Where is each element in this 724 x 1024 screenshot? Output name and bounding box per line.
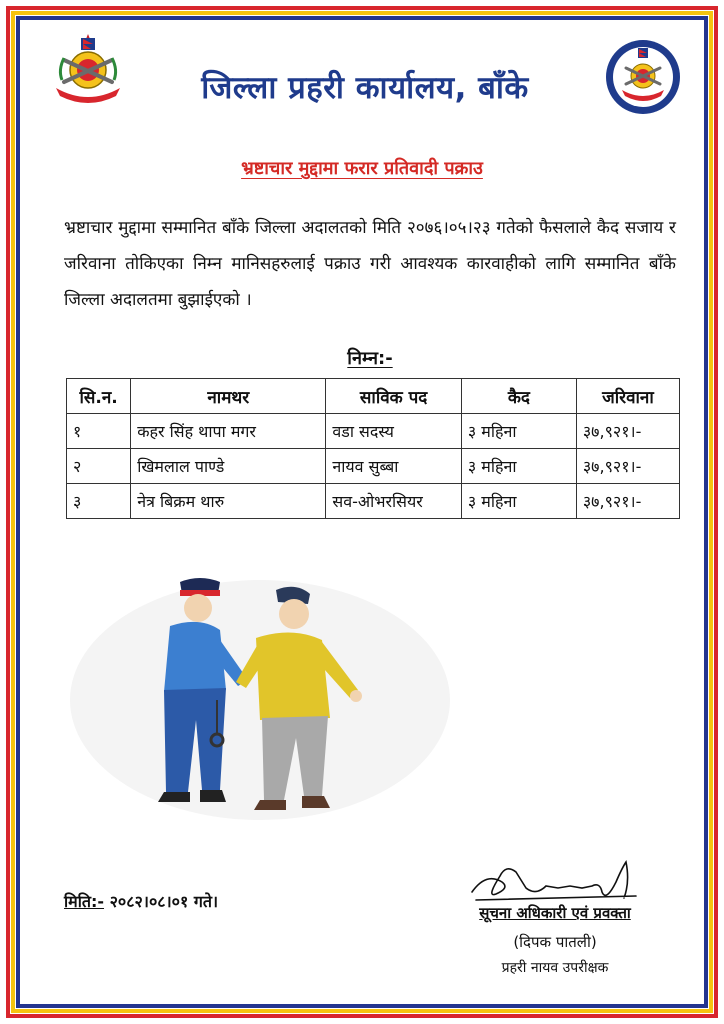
- notice-subject: भ्रष्टाचार मुद्दामा फरार प्रतिवादी पक्राउ: [241, 158, 483, 179]
- table-row: [67, 484, 680, 519]
- cell-former-post: वडा सदस्य: [326, 414, 462, 449]
- table-header-row: [67, 379, 680, 414]
- cell-serial: ३: [67, 484, 131, 519]
- cell-fine: ३७,९२१।-: [576, 484, 679, 519]
- cell-imprisonment: ३ महिना: [461, 449, 576, 484]
- office-title: जिल्ला प्रहरी कार्यालय, बाँके: [201, 70, 529, 106]
- cell-imprisonment: ३ महिना: [461, 414, 576, 449]
- nepal-police-emblem-icon: [48, 30, 128, 110]
- arrest-illustration: [60, 560, 460, 830]
- cell-name: खिमलाल पाण्डे: [131, 449, 326, 484]
- convicts-table: [66, 378, 680, 519]
- cell-name: नेत्र बिक्रम थारु: [131, 484, 326, 519]
- handwritten-signature: [466, 852, 646, 904]
- nepal-police-round-emblem-icon: [604, 38, 682, 116]
- header-imprisonment: कैद: [461, 379, 576, 414]
- cell-fine: ३७,९२१।-: [576, 449, 679, 484]
- table-row: [67, 414, 680, 449]
- table-row: [67, 449, 680, 484]
- date-value: २०८२।०८।०१ गते।: [109, 892, 219, 911]
- cell-fine: ३७,९२१।-: [576, 414, 679, 449]
- header-name: नामथर: [131, 379, 326, 414]
- list-heading: निम्न:-: [347, 348, 393, 369]
- issue-date: [64, 890, 218, 912]
- signatory-name: (दिपक पातली): [513, 933, 597, 951]
- cell-former-post: सव-ओभरसियर: [326, 484, 462, 519]
- signatory-title: सूचना अधिकारी एवं प्रवक्ता: [479, 904, 631, 922]
- cell-imprisonment: ३ महिना: [461, 484, 576, 519]
- header-former-post: साविक पद: [326, 379, 462, 414]
- header-serial: सि.न.: [67, 379, 131, 414]
- header-fine: जरिवाना: [576, 379, 679, 414]
- date-label: मिति:-: [64, 892, 105, 911]
- cell-serial: २: [67, 449, 131, 484]
- cell-former-post: नायव सुब्बा: [326, 449, 462, 484]
- cell-serial: १: [67, 414, 131, 449]
- cell-name: कहर सिंह थापा मगर: [131, 414, 326, 449]
- signatory-rank: प्रहरी नायव उपरीक्षक: [501, 960, 609, 976]
- notice-body: भ्रष्टाचार मुद्दामा सम्मानित बाँके जिल्ला अदालतको मिति २०७६।०५।२३ गतेको फैसलाले कैद सजाय र जरिवाना तोकिएका निम्न मानिसहरुलाई पक्राउ गरी आवश्यक कारवाहीको लागि सम्मानित बाँके जिल्ला अदालतमा बुझाईएको ।: [64, 218, 676, 310]
